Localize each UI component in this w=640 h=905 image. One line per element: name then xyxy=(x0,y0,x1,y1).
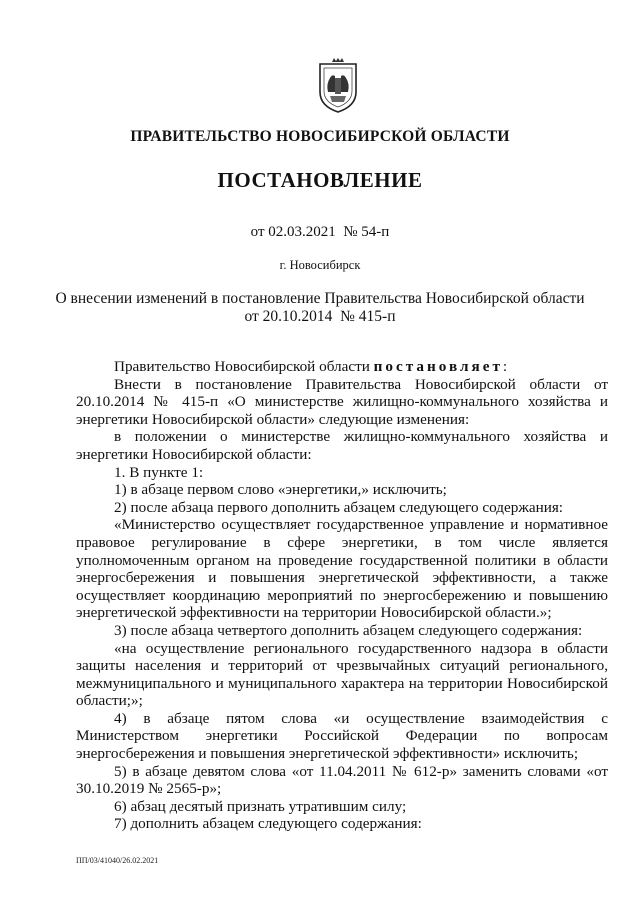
paragraph: 4) в абзаце пятом слова «и осуществление взаимодействия с Министерством энергетики Российской Федерации по вопросам энергосбережения и повышения энергетической эффективности» исключить; xyxy=(76,709,608,763)
paragraph: 2) после абзаца первого дополнить абзацем следующего содержания: xyxy=(114,498,564,516)
paragraph: 7) дополнить абзацем следующего содержания: xyxy=(114,815,422,833)
intro-suffix: : xyxy=(502,358,508,375)
paragraph: 1) в абзаце первом слово «энергетики,» исключить; xyxy=(114,481,447,499)
organization-title: ПРАВИТЕЛЬСТВО НОВОСИБИРСКОЙ ОБЛАСТИ xyxy=(130,128,510,145)
paragraph: в положении о министерстве жилищно-коммунального хозяйства и энергетики Новосибирской области: xyxy=(76,428,608,463)
paragraph: Внести в постановление Правительства Новосибирской области от 20.10.2014 № 415-п «О министерстве жилищно-коммунального хозяйства и энергетики Новосибирской области» следующие изменения: xyxy=(76,375,608,428)
paragraph: 3) после абзаца четвертого дополнить абзацем следующего содержания: xyxy=(114,621,583,639)
document-date-number: от 02.03.2021 № 54-п xyxy=(250,224,390,240)
subject-line-2: от 20.10.2014 № 415-п xyxy=(244,308,396,325)
paragraph: «на осуществление регионального государственного надзора в области защиты населения и территорий от чрезвычайных ситуаций регионального, межмуниципального и муниципального характера на территории Новосибирской области;»; xyxy=(76,639,608,710)
paragraph: 6) абзац десятый признать утратившим силу; xyxy=(114,797,407,815)
paragraph: 5) в абзаце девятом слова «от 11.04.2011 № 612-р» заменить словами «от 30.10.2019 № 2565-р»; xyxy=(76,762,608,798)
document-subject xyxy=(0,290,640,326)
document-type: ПОСТАНОВЛЕНИЕ xyxy=(217,168,423,192)
document-city: г. Новосибирск xyxy=(279,258,361,272)
intro-keyword: постановляет xyxy=(373,358,503,375)
intro-prefix: Правительство Новосибирской области xyxy=(114,358,374,375)
document-code: ПП/03/41040/26.02.2021 xyxy=(76,856,159,865)
paragraph: «Министерство осуществляет государственное управление и нормативное правовое регулирование в сфере энергетики, в том числе является уполномоченным органом на проведение государственной политики в области энергосбережения и повышения энергетической эффективности, а также осуществляет координацию мероприятий по энергосбережению и повышению энергетической эффективности на территории Новосибирской области.»; xyxy=(76,516,608,622)
coat-of-arms-icon xyxy=(316,58,360,114)
intro-paragraph xyxy=(76,358,608,376)
subject-line-1: О внесении изменений в постановление Правительства Новосибирской области xyxy=(55,290,585,307)
document-body xyxy=(76,358,608,833)
paragraph: 1. В пункте 1: xyxy=(114,463,204,481)
